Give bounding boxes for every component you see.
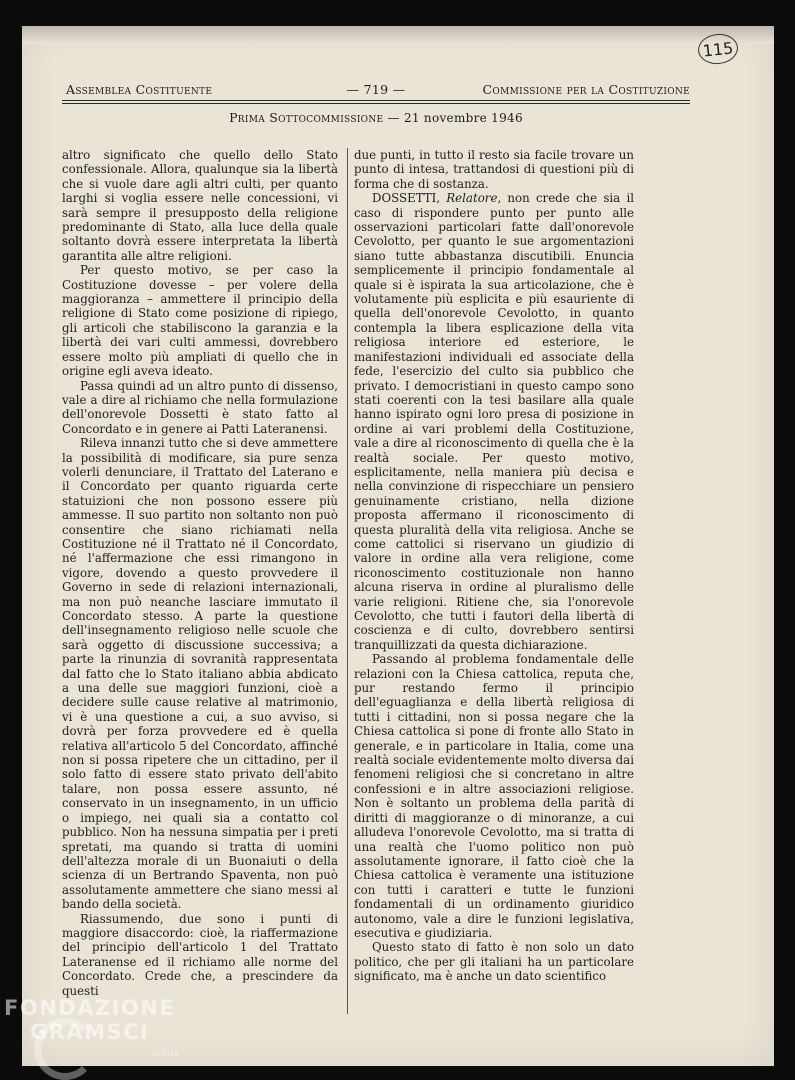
folio-stamp: 115: [697, 32, 740, 66]
session-line: [62, 110, 690, 125]
running-header: [62, 78, 690, 100]
header-right: Commissione per la Costituzione: [482, 82, 690, 97]
paragraph: Passa quindi ad un altro punto di dissenso, vale a dire al richiamo che nella formulazione dell'onorevole Dossetti è stato fatto al Concordato e in genere ai Patti Lateranensi.: [62, 378, 338, 436]
session-name: Prima Sottocommissione: [229, 110, 384, 125]
watermark-line2: GRAMSCI: [30, 1020, 150, 1044]
header-left: Assemblea Costituente: [66, 82, 213, 97]
left-column: [62, 148, 338, 998]
paragraph: due punti, in tutto il resto sia facile trovare un punto di intesa, trattandosi di questioni più di forma che di sostanza.: [354, 148, 634, 191]
header-rule: [62, 100, 690, 101]
speech-text: , non crede che sia il caso di rispondere punto per punto alle osservazioni particolari fatte dall'onorevole Cevolotto, per quanto le sue argomentazioni siano tutte abbastanza discutibili. Enuncia semplicemente il principio fondamentale al quale si è ispirata la sua articolazione, che è volutamente più esplicita e più esauriente di quella dell'onorevole Cevolotto, in quanto contempla la libera esplicazione della vita religiosa interiore ed esteriore, le manifestazioni individuali ed associate della fede, l'esercizio del culto sia pubblico che privato. I democristiani in questo campo sono stati coerenti con la tesi basilare alla quale hanno ispirato ogni loro presa di posizione in ordine ai vari problemi della Costituzione, vale a dire al riconoscimento di quella che è la realtà sociale. Per questo motivo, esplicitamente, nella maniera più decisa e nella convinzione di rispecchiare un pensiero genuinamente cristiano, nella dizione proposta affermano il riconoscimento di questa pluralità della vita religiosa. Anche se come cattolici si riservano un giudizio di valore in ordine alla vera religione, come riconoscimento costituzionale non hanno alcuna riserva in ordine al pluralismo delle varie religioni. Ritiene che, sia l'onorevole Cevolotto, che tutti i fautori della libertà di coscienza e di culto, dovrebbero sentirsi tranquillizzati da questa dichiarazione.: [354, 191, 634, 652]
session-date: — 21 novembre 1946: [387, 111, 523, 125]
page-number: — 719 —: [346, 82, 406, 97]
paragraph: [354, 191, 634, 652]
right-column: [354, 148, 634, 984]
watermark-line1: FONDAZIONE: [4, 996, 176, 1020]
paragraph: Riassumendo, due sono i punti di maggiore disaccordo: cioè, la riaffermazione del principio dell'articolo 1 del Trattato Lateranense ed il richiamo alle norme del Concordato. Crede che, a prescindere da questi: [62, 911, 338, 998]
paragraph: Rileva innanzi tutto che si deve ammettere la possibilità di modificare, sia pure senza volerli denunciare, il Trattato del Laterano e il Concordato per quanto riguarda certe statuizioni che non possono essere più ammesse. Il suo partito non soltanto non può consentire che siano richiamati nella Costituzione né il Trattato né il Concordato, né l'affermazione che essi rimangono in vigore, dovendo a questo provvedere il Governo in sede di relazioni internazionali, ma non può neanche lasciare immutato il Concordato stesso. A parte la questione dell'insegnamento religioso nelle scuole che sarà oggetto di discussione successiva; a parte la rinunzia di sovranità rappresentata dal fatto che lo Stato italiano abbia abdicato a una delle sue maggiori funzioni, cioè a decidere sulle cause relative al matrimonio, vi è una questione a cui, a suo avviso, si dovrà per forza provvedere ed è quella relativa all'articolo 5 del Concordato, affinché non si possa ripetere che un cittadino, per il solo fatto di essere stato privato dell'abito talare, non possa essere assunto, né conservato in un insegnamento, in un ufficio o impiego, nei quali sia a contatto col pubblico. Non ha nessuna simpatia per i preti spretati, ma quando si tratta di uomini dell'altezza morale di un Buonaiuti o della scienza di un Bertrando Spaventa, non può assolutamente ammettere che siano messi al bando della società.: [62, 436, 338, 912]
speaker-name: DOSSETTI,: [372, 191, 441, 206]
header-rule-thin: [62, 103, 690, 104]
paragraph: Questo stato di fatto è non solo un dato politico, che per gli italiani ha un particolare significato, ma è anche un dato scientifico: [354, 940, 634, 984]
paragraph: altro significato che quello dello Stato confessionale. Allora, qualunque sia la libertà che si vuole dare agli altri culti, per quanto larghi si voglia essere nelle concessioni, vi sarà sempre il presupposto della religione predominante di Stato, alla luce della quale soltanto dovrà essere interpretata la libertà garantita alle altre religioni.: [62, 148, 338, 263]
paragraph: Passando al problema fondamentale delle relazioni con la Chiesa cattolica, reputa che, pur restando fermo il principio dell'eguaglianza e della libertà religiosa di tutti i cittadini, non si possa negare che la Chiesa cattolica si pone di fronte allo Stato in generale, e in particolare in Italia, come una realtà sociale evidentemente molto diversa dai fenomeni religiosi che si concretano in altre confessioni e in altre associazioni religiose. Non è soltanto un problema della parità di diritti di maggioranze o di minoranze, a cui alludeva l'onorevole Cevolotto, ma si tratta di una realtà che l'uomo politico non può assolutamente ignorare, il fatto cioè che la Chiesa cattolica è veramente una istituzione con tutti i caratteri e tutte le funzioni fondamentali di un ordinamento giuridico autonomo, vale a dire le funzioni legislativa, esecutiva e giudiziaria.: [354, 652, 634, 940]
speaker-role: Relatore: [446, 191, 498, 206]
column-divider: [347, 148, 348, 1014]
watermark-line3: onlus: [152, 1048, 179, 1059]
paragraph: Per questo motivo, se per caso la Costituzione dovesse – per volere della maggioranza – ammettere il principio della religione di Stato come posizione di ripiego, gli articoli che stabiliscono la garanzia e la libertà dei vari culti ammessi, dovrebbero essere molto più ampliati di quello che in origine egli aveva ideato.: [62, 263, 338, 379]
page-top-edge: [22, 26, 774, 44]
